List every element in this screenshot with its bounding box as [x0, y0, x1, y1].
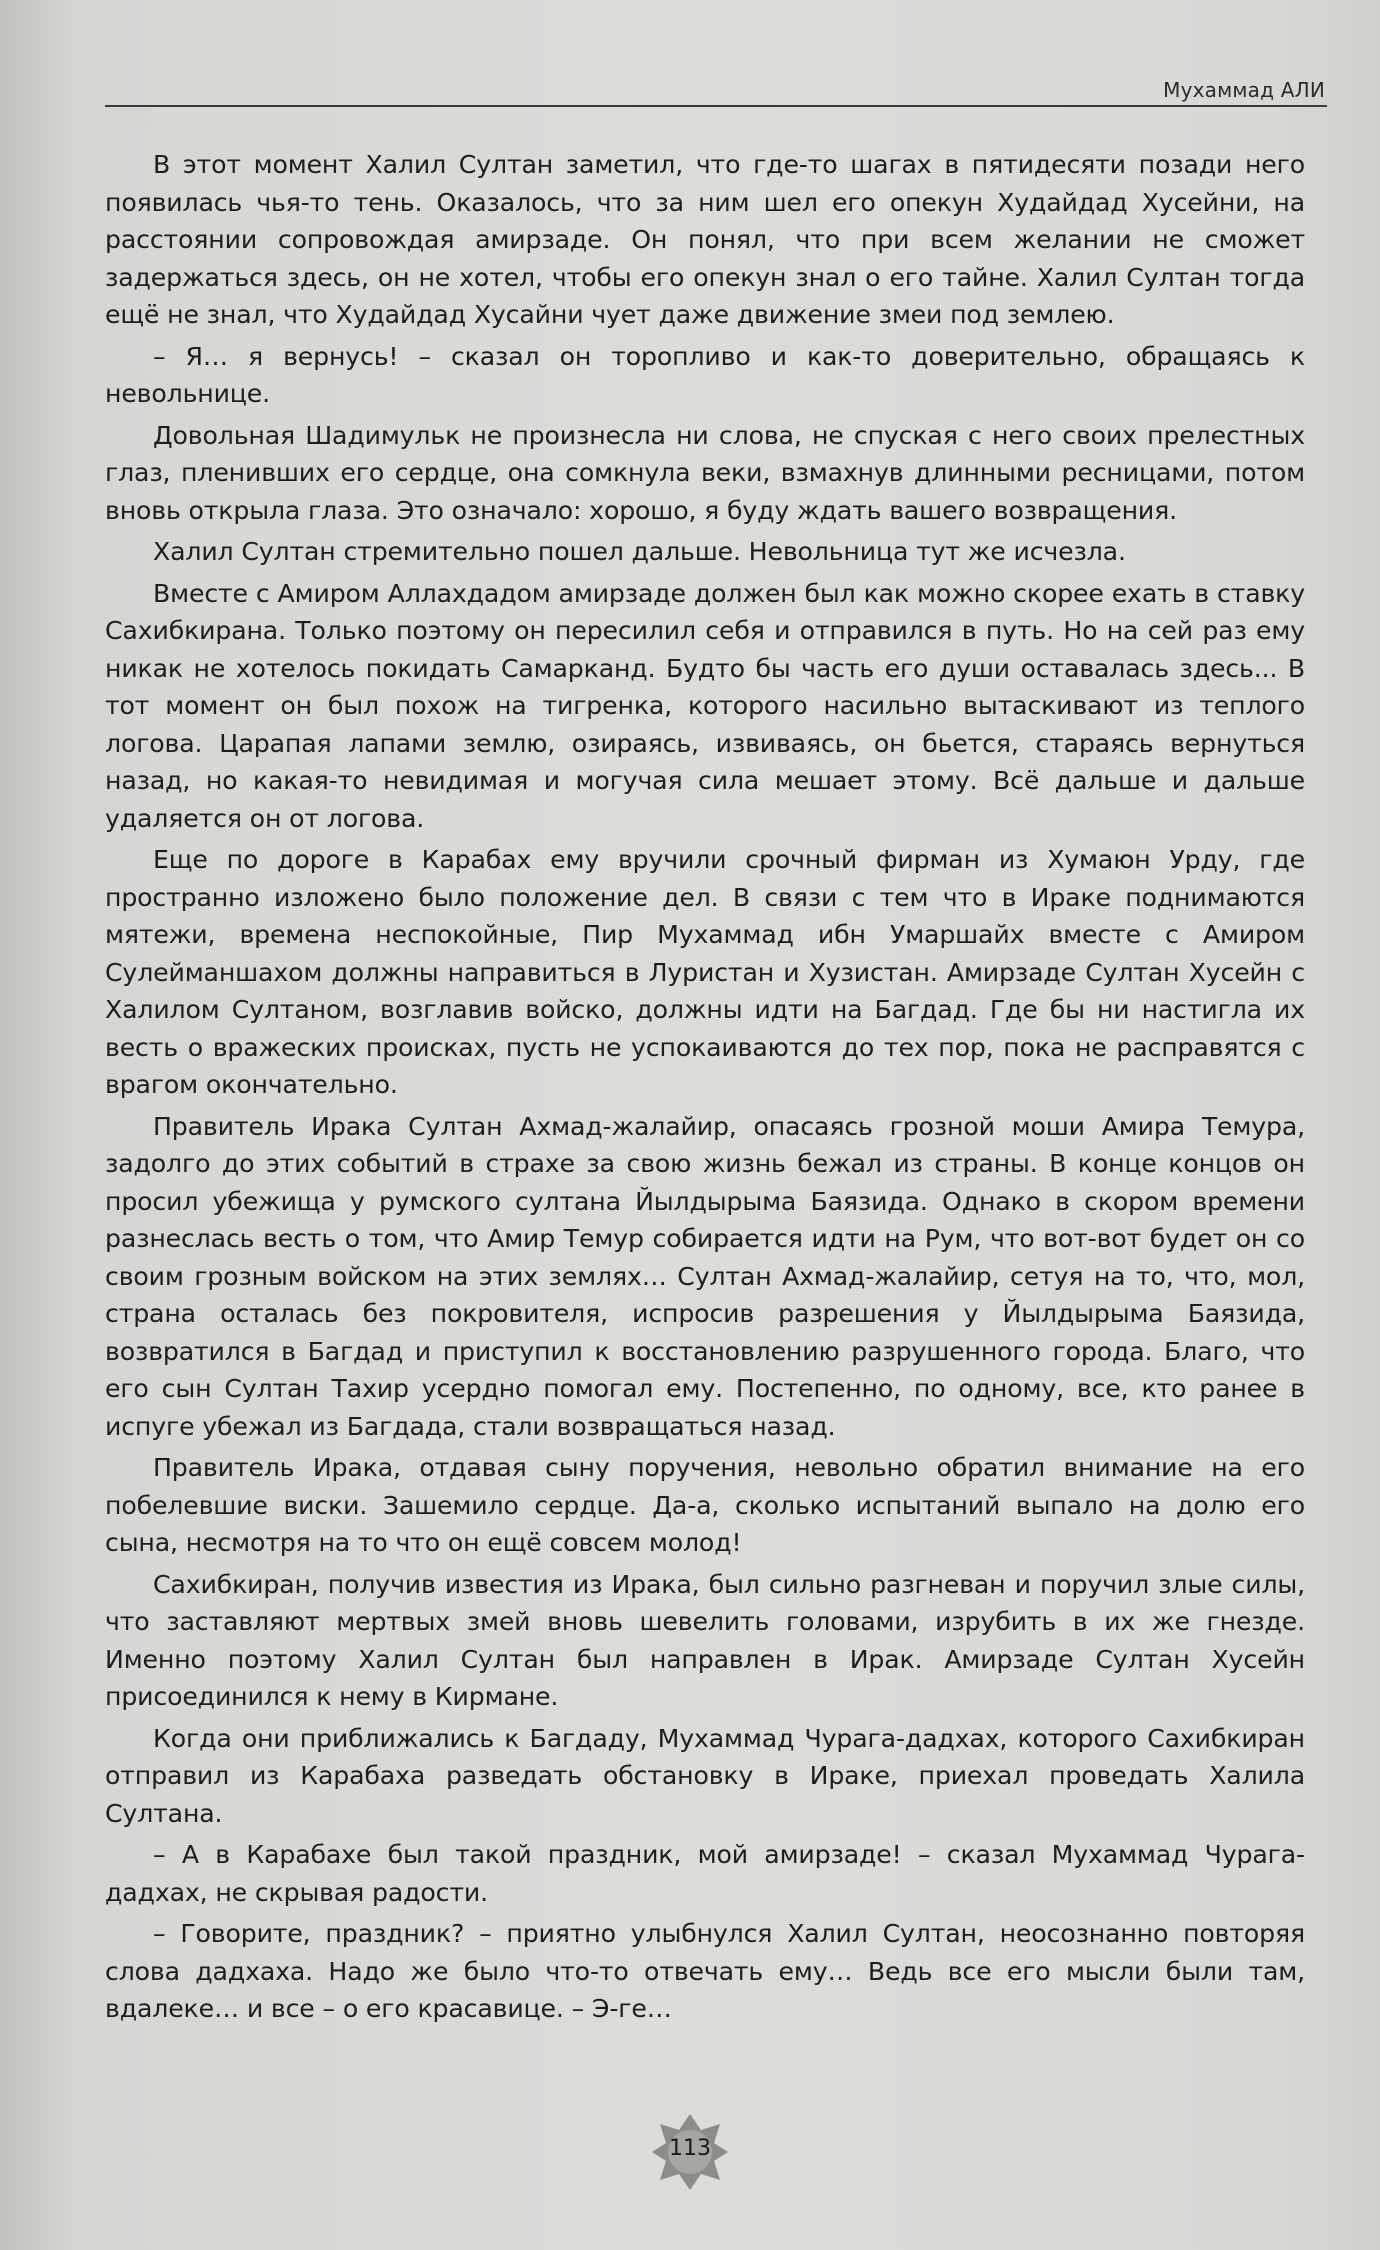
- page-number-badge: [650, 2112, 730, 2192]
- paragraph: – Я… я вернусь! – сказал он торопливо и как-то доверительно, обращаясь к невольнице.: [105, 341, 1305, 408]
- paragraph: – А в Карабахе был такой праздник, мой амирзаде! – сказал Мухаммад Чурага-дадхах, не скрывая радости.: [105, 1840, 1305, 1907]
- running-head: Мухаммад АЛИ: [1163, 78, 1325, 102]
- page-header: [105, 78, 1325, 108]
- paragraph: Правитель Ирака Султан Ахмад-жалайир, опасаясь грозной моши Амира Темура, задолго до этих событий в страхе за свою жизнь бежал из страны. В конце концов он просил убежища у румского султана Йылдырыма Баязида. Однако в скором времени разнеслась весть о том, что Амир Темур собирается идти на Рум, что вот-вот будет он со своим грозным войском на этих землях… Султан Ахмад-жалайир, сетуя на то, что, мол, страна осталась без покровителя, испросив разрешения у Йылдырыма Баязида, возвратился в Багдад и приступил к восстановлению разрушенного города. Благо, что его сын Султан Тахир усердно помогал ему. Постепенно, по одному, все, кто ранее в испуге убежал из Багдада, стали возвращаться назад.: [105, 1111, 1305, 1441]
- paragraph: Халил Султан стремительно пошел дальше. Невольница тут же исчезла.: [153, 537, 1126, 566]
- header-rule: [105, 105, 1327, 107]
- paragraph: Вместе с Амиром Аллахдадом амирзаде должен был как можно скорее ехать в ставку Сахибкирана. Только поэтому он пересилил себя и отправился в путь. Но на сей раз ему никак не хотелось покидать Самарканд. Будто бы часть его души оставалась здесь... В тот момент он был похож на тигренка, которого насильно вытаскивают из теплого логова. Царапая лапами землю, озираясь, извиваясь, он бьется, стараясь вернуться назад, но какая-то невидимая и могучая сила мешает этому. Всё дальше и дальше удаляется он от логова.: [105, 578, 1305, 833]
- body-text: [105, 146, 1305, 2032]
- paragraph: – Говорите, праздник? – приятно улыбнулся Халил Султан, неосознанно повторяя слова дадхаха. Надо же было что-то отвечать ему… Ведь все его мысли были там, вдалеке… и все – о его красавице. – Э-ге…: [105, 1919, 1305, 2023]
- paragraph: Довольная Шадимульк не произнесла ни слова, не спуская с него своих прелестных глаз, пленивших его сердце, она сомкнула веки, взмахнув длинными ресницами, потом вновь открыла глаза. Это означало: хорошо, я буду ждать вашего возвращения.: [105, 420, 1305, 525]
- paragraph: Правитель Ирака, отдавая сыну поручения, невольно обратил внимание на его побелевшие виски. Зашемило сердце. Да-а, сколько испытаний выпало на долю его сына, несмотря на то что он ещё совсем молод!: [105, 1453, 1305, 1557]
- paragraph: Сахибкиран, получив известия из Ирака, был сильно разгневан и поручил злые силы, что заставляют мертвых змей вновь шевелить головами, изрубить в их же гнезде. Именно поэтому Халил Султан был направлен в Ирак. Амирзаде Султан Хусейн присоединился к нему в Кирмане.: [105, 1569, 1305, 1711]
- paragraph: Когда они приближались к Багдаду, Мухаммад Чурага-дадхах, которого Сахибкиран отправил из Карабаха разведать обстановку в Ираке, приехал проведать Халила Султана.: [105, 1723, 1305, 1828]
- paragraph: Еще по дороге в Карабах ему вручили срочный фирман из Хумаюн Урду, где пространно изложено было положение дел. В связи с тем что в Ираке поднимаются мятежи, времена неспокойные, Пир Мухаммад ибн Умаршайх вместе с Амиром Сулейманшахом должны направиться в Луристан и Хузистан. Амирзаде Султан Хусейн с Халилом Султаном, возглавив войско, должны идти на Багдад. Где бы ни настигла их весть о вражеских происках, пусть не успокаиваются до тех пор, пока не расправятся с врагом окончательно.: [105, 845, 1305, 1099]
- page-number: 113: [669, 2136, 711, 2161]
- paragraph: В этот момент Халил Султан заметил, что где-то шагах в пятидесяти позади него появилась чья-то тень. Оказалось, что за ним шел его опекун Худайдад Хусейни, на расстоянии сопровождая амирзаде. Он понял, что при всем желании не сможет задержаться здесь, он не хотел, чтобы его опекун знал о его тайне. Халил Султан тогда ещё не знал, что Худайдад Хусайни чует даже движение змеи под землею.: [105, 150, 1305, 329]
